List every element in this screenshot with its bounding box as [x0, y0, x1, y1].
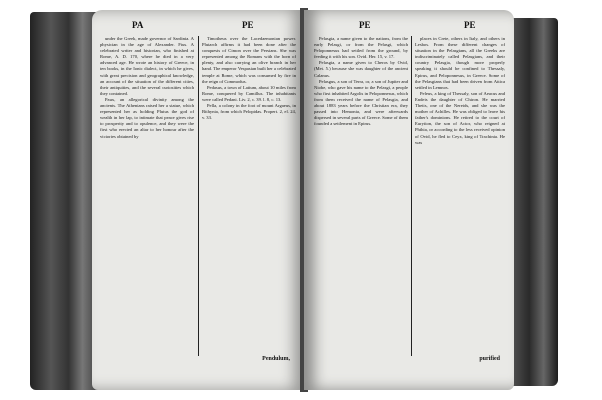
entry: Timotheus over the Lacedaemonian power. Plutarch affirms it had been done after the conquests of Cimon over the Persians. She was represented among the Romans with the horn of plenty, and also carrying an olive branch in her hand. The emperor Vespasian built her a celebrated temple at Rome, which was consumed by fire in the reign of Commodus.: [202, 36, 296, 84]
right-page: [304, 10, 514, 390]
entry: Pelasgus, a son of Terra, or, a son of Jupiter and Niobe, who gave his name to the Pelasgi, a people who first inhabited Argolis in Peloponnesus, which from them received the name of Pelasgia, and about 1883 years before the Christian era, they passed into Hemonia, and were afterwards dispersed in several parts of Greece. Some of them founded a settlement in Epirus.: [314, 78, 408, 127]
column-rule: [411, 36, 412, 356]
catchword: Pendulum,: [262, 356, 290, 362]
book-edge-left: [30, 12, 100, 390]
entry: places in Crete, others in Italy, and others in Lesbos. From these different changes of situation in the Pelasgians, all the Greeks are indiscriminately called Pelasgians, and their country Pelasgia, though more properly speaking it should be confined to Thessaly, Epirus, and Peloponnesus, in Greece. Some of the Pelasgians that had been driven from Attica settled in Lemnos.: [415, 36, 505, 90]
entry: Pella, a colony in the foot of mount Argaeus, in Bithynia, from which Pelopidas. Propert. 2, el. 24, v. 33.: [202, 103, 296, 121]
entry: Peleus, a king of Thessaly, son of Aeacus and Endeis the daughter of Chiron. He married Thetis, one of the Nereids, and she was the mother of Achilles. He was obliged to leave his father's dominions. He retired to the court of Eurytion, the son of Actor, who reigned at Phthia, or according to the less received opinion of Ovid, he fled to Ceyx, king of Trachinia. He was: [415, 90, 505, 145]
entry: under the Greek, made governor of Sardinia. A physician in the age of Alexander. Fius. A celebrated writer and historian, who finished at Rome, A. D. 170, where he died in a very advanced age. He wrote an history of Greece, in ten books, in the Ionic dialect, in which he gives, with great precision and geographical knowledge, an account of the situation of the different cities, their antiquities, and the several curiosities which they contained.: [100, 36, 194, 96]
text-column: [100, 36, 194, 354]
running-head: PE: [464, 20, 476, 30]
running-head: PE: [359, 20, 371, 30]
running-head: PA: [132, 20, 144, 30]
column-rule: [198, 36, 199, 356]
entry: Pedasus, a town of Latium, about 10 miles from Rome, conquered by Camillus. The inhabitants were called Pedani. Liv. 2, c. 39. l. 8, c. 13.: [202, 84, 296, 102]
text-column: [314, 36, 408, 354]
running-head: PE: [242, 20, 254, 30]
entry: Paux, an allegorical divinity among the ancients. The Athenians raised her a statue, which represented her as holding Plutus the god of wealth in her lap, to intimate that peace gives rise to prosperity and to opulence, and they were the first who erected an altar to her honour after the victories obtained by: [100, 96, 194, 139]
text-column: [415, 36, 505, 354]
book-edge-right: [510, 18, 558, 386]
catchword: purified: [479, 356, 500, 362]
left-page: [92, 10, 304, 390]
entry: Pelasgia, a name given to Cheros by Ovid, (Met. 5.) because she was daughter of the ancient Calanus.: [314, 60, 408, 78]
entry: Pelasgia, a name given to the nations, from the early Pelasgi, or from the Pelasgi, which Peloponnesus had settled from the ground, by feeding it with his son. Ovid. Her. 15, v. 17.: [314, 36, 408, 60]
text-column: [202, 36, 296, 354]
